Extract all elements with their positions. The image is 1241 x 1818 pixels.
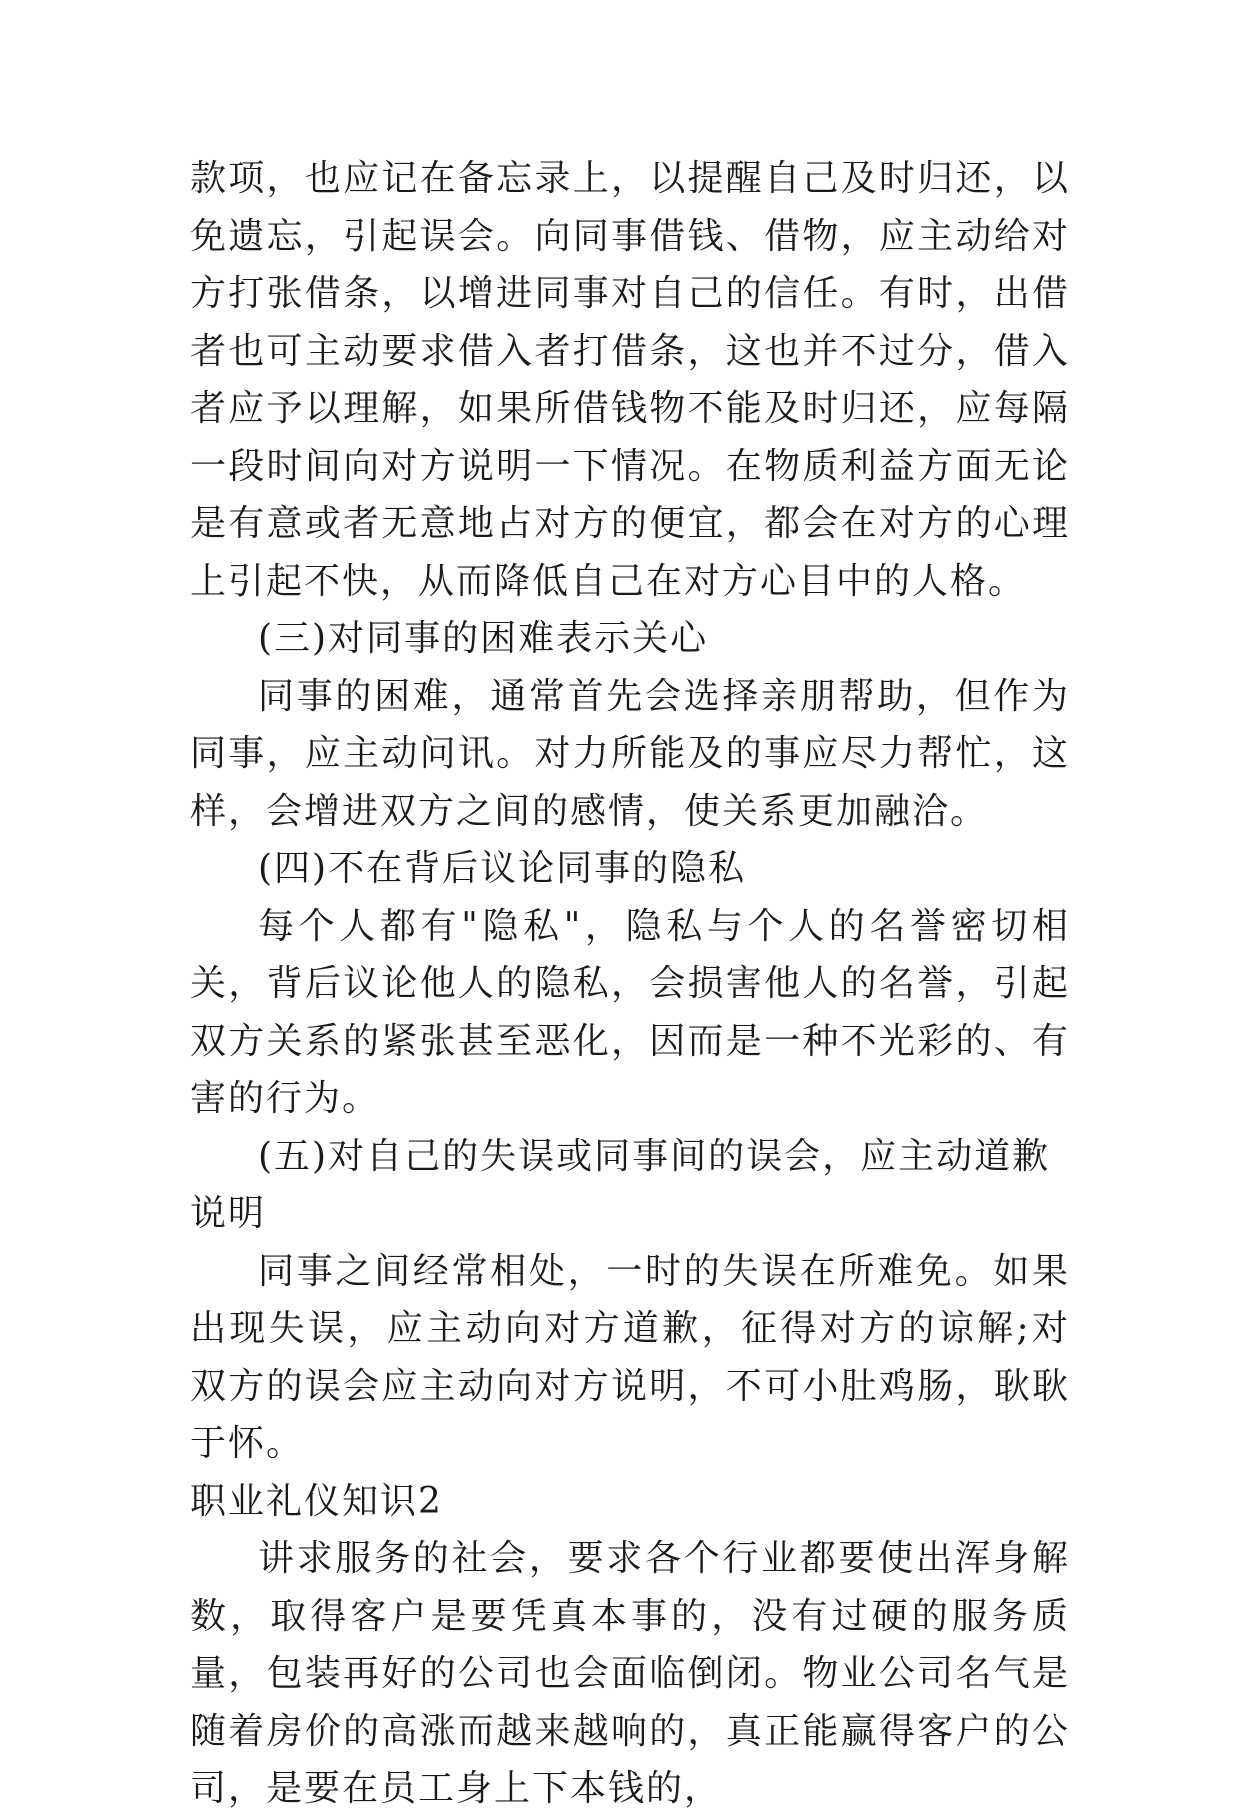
- paragraph-1: 款项，也应记在备忘录上，以提醒自己及时归还，以免遗忘，引起误会。向同事借钱、借物，应主动给对方打张借条，以增进同事对自己的信任。有时，出借者也可主动要求借入者打借条，这也并不过分，借入者应予以理解，如果所借钱物不能及时归还，应每隔一段时间向对方说明一下情况。在物质利益方面无论是有意或者无意地占对方的便宜，都会在对方的心理上引起不快，从而降低自己在对方心目中的人格。: [190, 158, 1070, 602]
- paragraph-4: 同事之间经常相处，一时的失误在所难免。如果出现失误，应主动向对方道歉，征得对方的谅解;对双方的误会应主动向对方说明，不可小肚鸡肠，耿耿于怀。: [190, 1250, 1070, 1464]
- paragraph-5: 讲求服务的社会，要求各个行业都要使出浑身解数，取得客户是要凭真本事的，没有过硬的服务质量，包装再好的公司也会面临倒闭。物业公司名气是随着房价的高涨而越来越响的，真正能赢得客户的公司，是要在员工身上下本钱的，: [190, 1538, 1070, 1809]
- subheading-5: (五)对自己的失误或同事间的误会，应主动道歉说明: [190, 1135, 1051, 1234]
- subheading-3: (三)对同事的困难表示关心: [258, 618, 709, 659]
- subheading-4: (四)不在背后议论同事的隐私: [258, 848, 747, 889]
- paragraph-2: 同事的困难，通常首先会选择亲朋帮助，但作为同事，应主动问讯。对力所能及的事应尽力帮忙，这样，会增进双方之间的感情，使关系更加融洽。: [190, 675, 1070, 832]
- paragraph-3: 每个人都有"隐私"，隐私与个人的名誉密切相关，背后议论他人的隐私，会损害他人的名誉，引起双方关系的紧张甚至恶化，因而是一种不光彩的、有害的行为。: [190, 905, 1070, 1119]
- section-title: 职业礼仪知识2: [190, 1480, 443, 1522]
- document-body: [190, 150, 1070, 1818]
